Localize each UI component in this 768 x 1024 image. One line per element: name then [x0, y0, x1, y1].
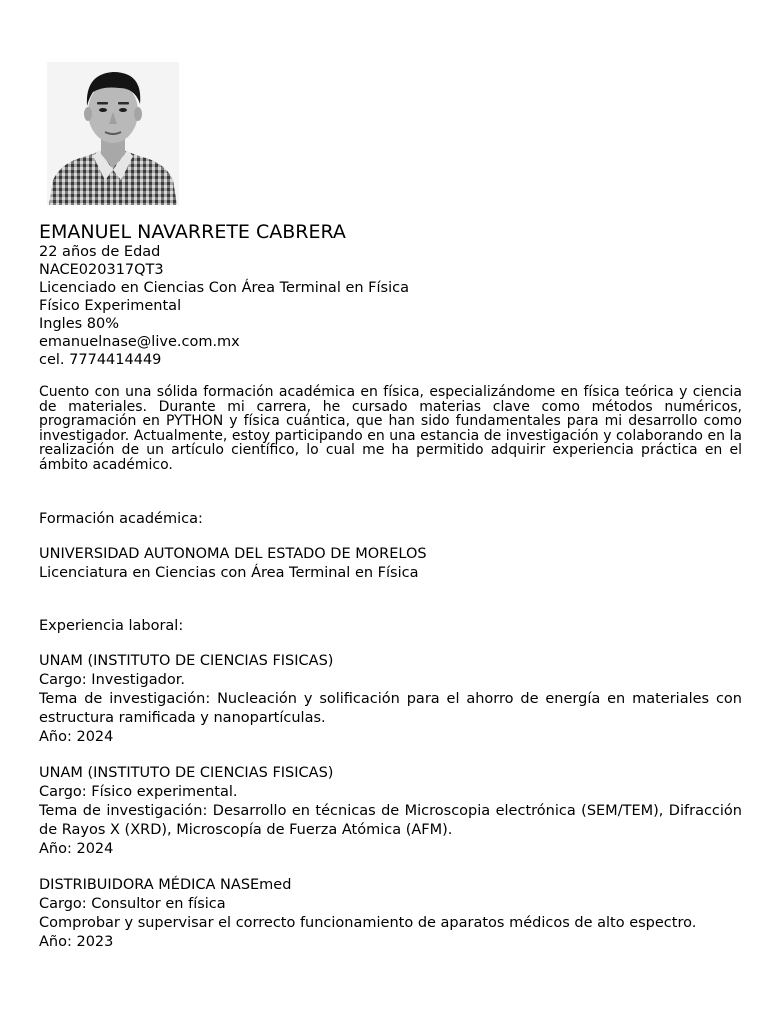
experience-heading: Experiencia laboral:	[39, 618, 184, 634]
job-role: Cargo: Consultor en física	[39, 896, 226, 912]
professional-title: Físico Experimental	[39, 298, 182, 314]
candidate-name: EMANUEL NAVARRETE CABRERA	[39, 221, 346, 243]
job-employer: UNAM (INSTITUTO DE CIENCIAS FISICAS)	[39, 765, 334, 781]
experience-entry	[39, 876, 742, 952]
profile-photo-image	[47, 62, 179, 205]
job-year: Año: 2024	[39, 729, 114, 745]
id-code-text: NACE020317QT3	[39, 262, 164, 278]
contact-details	[39, 243, 409, 369]
education-entry	[39, 545, 742, 583]
education-program: Licenciatura en Ciencias con Área Terminal en Física	[39, 565, 419, 581]
experience-entry	[39, 764, 742, 859]
profile-summary: Cuento con una sólida formación académica en física, especializándome en física teórica y ciencia de materiales. Durante mi carrera, he cursado materias clave como métodos numéricos, programación en PYTHON y física cuántica, que han sido fundamentales para mi desarrollo como investigador. Actualmente, estoy participando en una estancia de investigación y colaborando en la realización de un artículo científico, lo cual me ha permitido adquirir experiencia práctica en el ámbito académico.	[39, 384, 742, 473]
experience-section-heading	[39, 617, 742, 636]
education-heading: Formación académica:	[39, 511, 203, 527]
job-year: Año: 2024	[39, 841, 114, 857]
education-section-heading	[39, 510, 742, 529]
profile-photo	[47, 62, 179, 205]
job-year: Año: 2023	[39, 934, 114, 950]
language-text: Ingles 80%	[39, 316, 120, 332]
job-role: Cargo: Investigador.	[39, 672, 185, 688]
job-employer: DISTRIBUIDORA MÉDICA NASEmed	[39, 877, 292, 893]
job-description: Comprobar y supervisar el correcto funcionamiento de aparatos médicos de alto espectro.	[39, 915, 697, 931]
email-text: emanuelnase@live.com.mx	[39, 334, 240, 350]
job-description: Tema de investigación: Desarrollo en técnicas de Microscopia electrónica (SEM/TEM), Difracción de Rayos X (XRD), Microscopía de Fuerza Atómica (AFM).	[39, 803, 742, 838]
degree-text: Licenciado en Ciencias Con Área Terminal en Física	[39, 280, 409, 296]
experience-entry	[39, 652, 742, 747]
education-institution: UNIVERSIDAD AUTONOMA DEL ESTADO DE MORELOS	[39, 546, 427, 562]
phone-text: cel. 7774414449	[39, 352, 162, 368]
job-employer: UNAM (INSTITUTO DE CIENCIAS FISICAS)	[39, 653, 334, 669]
age-text: 22 años de Edad	[39, 244, 161, 260]
job-description: Tema de investigación: Nucleación y solificación para el ahorro de energía en materiales con estructura ramificada y nanopartículas.	[39, 691, 742, 726]
job-role: Cargo: Físico experimental.	[39, 784, 238, 800]
